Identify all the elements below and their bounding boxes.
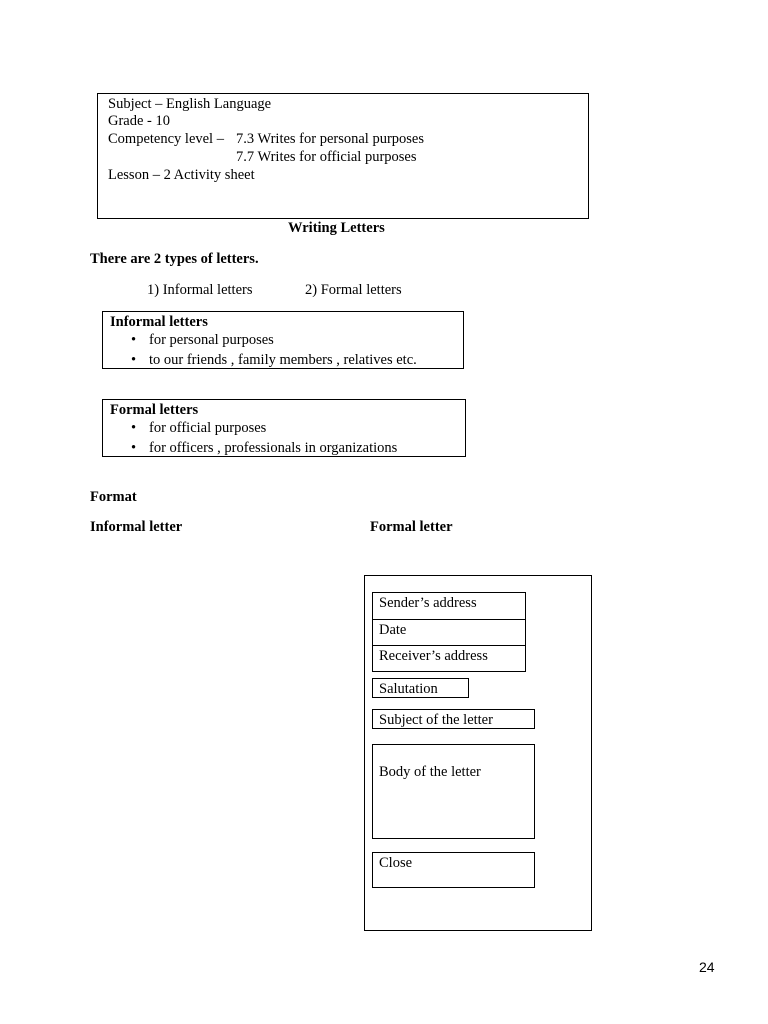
format-heading: Format (90, 489, 137, 505)
grade-line: Grade - 10 (108, 113, 171, 129)
salutation-field: Salutation (372, 678, 469, 698)
type-informal: 1) Informal letters (147, 282, 253, 298)
body-label: Body of the letter (379, 764, 481, 780)
list-item: • for personal purposes (103, 330, 417, 350)
formal-letter-heading: Formal letter (370, 519, 453, 535)
competency-item-2: 7.7 Writes for official purposes (236, 149, 417, 165)
subject-line: Subject – English Language (108, 96, 272, 112)
list-item: • for official purposes (103, 418, 397, 438)
body-field (372, 744, 535, 839)
lesson-info-box (97, 93, 589, 219)
senders-address-field: Sender’s address (372, 592, 526, 620)
formal-letter-diagram (364, 575, 592, 931)
list-item: • to our friends , family members , relatives etc. (103, 350, 417, 370)
lesson-line: Lesson – 2 Activity sheet (108, 167, 255, 183)
intro-text: There are 2 types of letters. (90, 251, 259, 267)
page-title: Writing Letters (288, 220, 385, 236)
informal-letters-list (103, 330, 417, 370)
subject-field: Subject of the letter (372, 709, 535, 729)
close-field: Close (372, 852, 535, 888)
formal-letters-list (103, 418, 397, 458)
page-number: 24 (699, 959, 715, 975)
list-item: • for officers , professionals in organizations (103, 438, 397, 458)
formal-letters-box (102, 399, 466, 457)
date-field: Date (372, 619, 526, 646)
formal-letters-heading: Formal letters (110, 402, 199, 418)
type-formal: 2) Formal letters (305, 282, 402, 298)
informal-letters-box (102, 311, 464, 369)
informal-letters-heading: Informal letters (110, 314, 208, 330)
informal-letter-heading: Informal letter (90, 519, 183, 535)
receivers-address-field: Receiver’s address (372, 645, 526, 672)
competency-label: Competency level – (108, 131, 224, 147)
competency-item-1: 7.3 Writes for personal purposes (236, 131, 425, 147)
